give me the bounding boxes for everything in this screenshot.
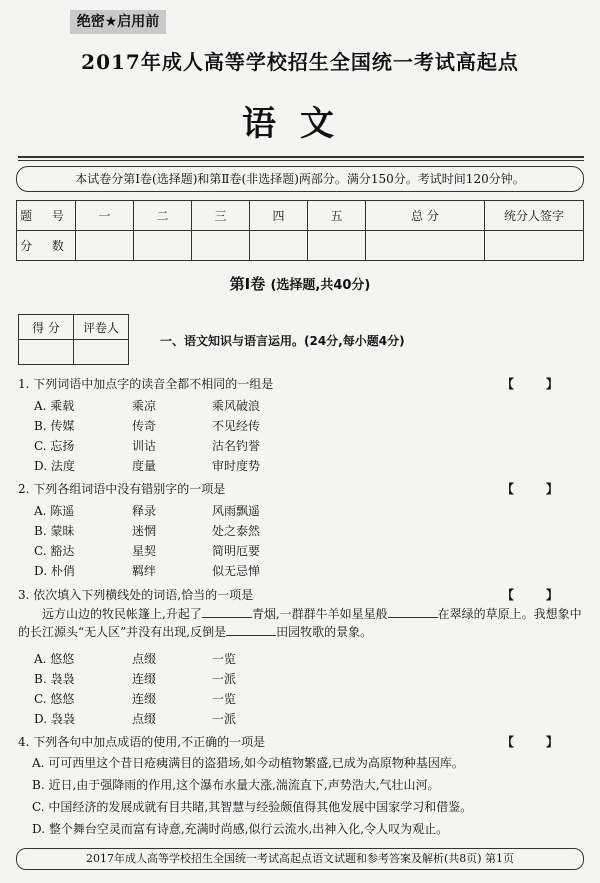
passage-text: 田园牧歌的景象。 <box>276 625 373 639</box>
option-text: C. 悠悠 <box>34 692 75 706</box>
option-text: B. 传媒 <box>34 419 75 433</box>
score-table-cell: 四 <box>249 201 307 231</box>
option-text: 审时度势 <box>212 459 261 473</box>
score-field[interactable] <box>133 231 191 261</box>
option-sentence: D. 整个舞台空灵而富有诗意,充满时尚感,似行云流水,出神入化,令人叹为观止。 <box>32 822 449 836</box>
grader-score-label: 得 分 <box>19 315 74 340</box>
option-text: 连缀 <box>132 672 157 686</box>
option-text: 一览 <box>212 652 237 666</box>
option-text: 似无忌惮 <box>212 564 261 578</box>
option-text: 一览 <box>212 692 237 706</box>
score-field[interactable] <box>307 231 365 261</box>
score-table-header-row <box>17 201 584 231</box>
grader-name-label: 评卷人 <box>74 315 129 340</box>
option-sentence: A. 可可西里这个昔日疮痍满目的盗猎场,如今动植物繁盛,已成为高原物种基因库。 <box>32 756 464 770</box>
grader-score-field[interactable] <box>19 340 74 365</box>
option-text: D. 朴俏 <box>34 564 75 578</box>
option-text: 一派 <box>212 672 237 686</box>
passage-text: 在翠绿的草原上。我想象中的长江源头“无人区”并没有出现,反倒是 <box>18 607 582 639</box>
option-sentence: C. 中国经济的发展成就有目共睹,其智慧与经验颇值得其他发展中国家学习和借鉴。 <box>32 800 473 814</box>
option-text: B. 蒙昧 <box>34 524 75 538</box>
fill-blank[interactable] <box>202 605 252 618</box>
score-table <box>16 200 584 261</box>
part-title-sub: (选择题,共40分) <box>270 278 371 293</box>
option-text: 传奇 <box>132 419 157 433</box>
score-table-cell: 二 <box>133 201 191 231</box>
fill-blank[interactable] <box>226 623 276 636</box>
option-text: D. 袅袅 <box>34 712 75 726</box>
option-text: B. 袅袅 <box>34 672 75 686</box>
score-field[interactable] <box>485 231 584 261</box>
option-text: 沽名钓誉 <box>212 439 261 453</box>
score-table-cell: 分 数 <box>17 231 76 261</box>
option-text: 点缀 <box>132 652 157 666</box>
score-field[interactable] <box>191 231 249 261</box>
option-text: 迷惘 <box>132 524 157 538</box>
score-table-cell: 五 <box>307 201 365 231</box>
score-table-score-row <box>17 231 584 261</box>
option-text: 星契 <box>132 544 157 558</box>
passage-text: 青烟,一群群牛羊如星星般 <box>251 607 388 621</box>
subject-title: 语文 <box>242 104 358 144</box>
option-text: C. 忘扬 <box>34 439 75 453</box>
option-sentence: B. 近日,由于强降雨的作用,这个瀑布水量大涨,湍流直下,声势浩大,气壮山河。 <box>32 778 440 792</box>
option-text: 不见经传 <box>212 419 261 433</box>
page-footer: 2017年成人高等学校招生全国统一考试高起点语文试题和参考答案及解析(共8页) 第1页 <box>16 848 584 870</box>
score-table-cell: 统分人签字 <box>485 201 584 231</box>
option-text: A. 陈遥 <box>34 504 75 518</box>
passage-text: 远方山边的牧民帐篷上,升起了 <box>42 607 202 621</box>
grader-box <box>18 314 129 365</box>
section-title: 一、语文知识与语言运用。(24分,每小题4分) <box>160 334 405 348</box>
exam-title: 2017年成人高等学校招生全国统一考试高起点 <box>81 50 519 74</box>
question-stem: 2. 下列各组词语中没有错别字的一项是 <box>18 482 226 496</box>
option-text: A. 乘载 <box>34 399 75 413</box>
part-title-main: 第Ⅰ卷 <box>229 275 266 293</box>
score-field[interactable] <box>249 231 307 261</box>
question-passage <box>18 605 584 641</box>
option-text: 一派 <box>212 712 237 726</box>
score-table-cell: 一 <box>76 201 134 231</box>
score-field[interactable] <box>76 231 134 261</box>
option-text: 连缀 <box>132 692 157 706</box>
option-text: 简明厄要 <box>212 544 261 558</box>
score-field[interactable] <box>365 231 484 261</box>
question-stem: 3. 依次填入下列横线处的词语,恰当的一项是 <box>18 588 254 602</box>
divider-top <box>18 156 584 158</box>
option-text: 乘风破浪 <box>212 399 261 413</box>
score-table-cell: 三 <box>191 201 249 231</box>
option-text: 乘凉 <box>132 399 157 413</box>
option-text: C. 豁达 <box>34 544 75 558</box>
exam-notice: 本试卷分第Ⅰ卷(选择题)和第Ⅱ卷(非选择题)两部分。满分150分。考试时间120分钟。 <box>16 166 584 192</box>
option-text: 风雨飘遥 <box>212 504 261 518</box>
divider-top-thin <box>18 160 584 161</box>
confidential-label: 绝密★启用前 <box>70 10 166 34</box>
question-stem: 4. 下列各句中加点成语的使用,不正确的一项是 <box>18 735 266 749</box>
option-text: 羁绊 <box>132 564 157 578</box>
option-text: 处之泰然 <box>212 524 261 538</box>
answer-bracket[interactable]: 【 】 <box>501 735 572 749</box>
answer-bracket[interactable]: 【 】 <box>501 482 572 496</box>
option-text: D. 法度 <box>34 459 75 473</box>
score-table-cell: 题 号 <box>17 201 76 231</box>
option-text: 训诂 <box>132 439 157 453</box>
fill-blank[interactable] <box>388 605 438 618</box>
score-table-cell: 总 分 <box>365 201 484 231</box>
question-stem: 1. 下列词语中加点字的读音全都不相同的一组是 <box>18 377 274 391</box>
answer-bracket[interactable]: 【 】 <box>501 377 572 391</box>
option-text: 点缀 <box>132 712 157 726</box>
part-title <box>0 273 600 294</box>
option-text: A. 悠悠 <box>34 652 75 666</box>
answer-bracket[interactable]: 【 】 <box>501 588 572 602</box>
option-text: 释录 <box>132 504 157 518</box>
option-text: 度量 <box>132 459 157 473</box>
grader-name-field[interactable] <box>74 340 129 365</box>
